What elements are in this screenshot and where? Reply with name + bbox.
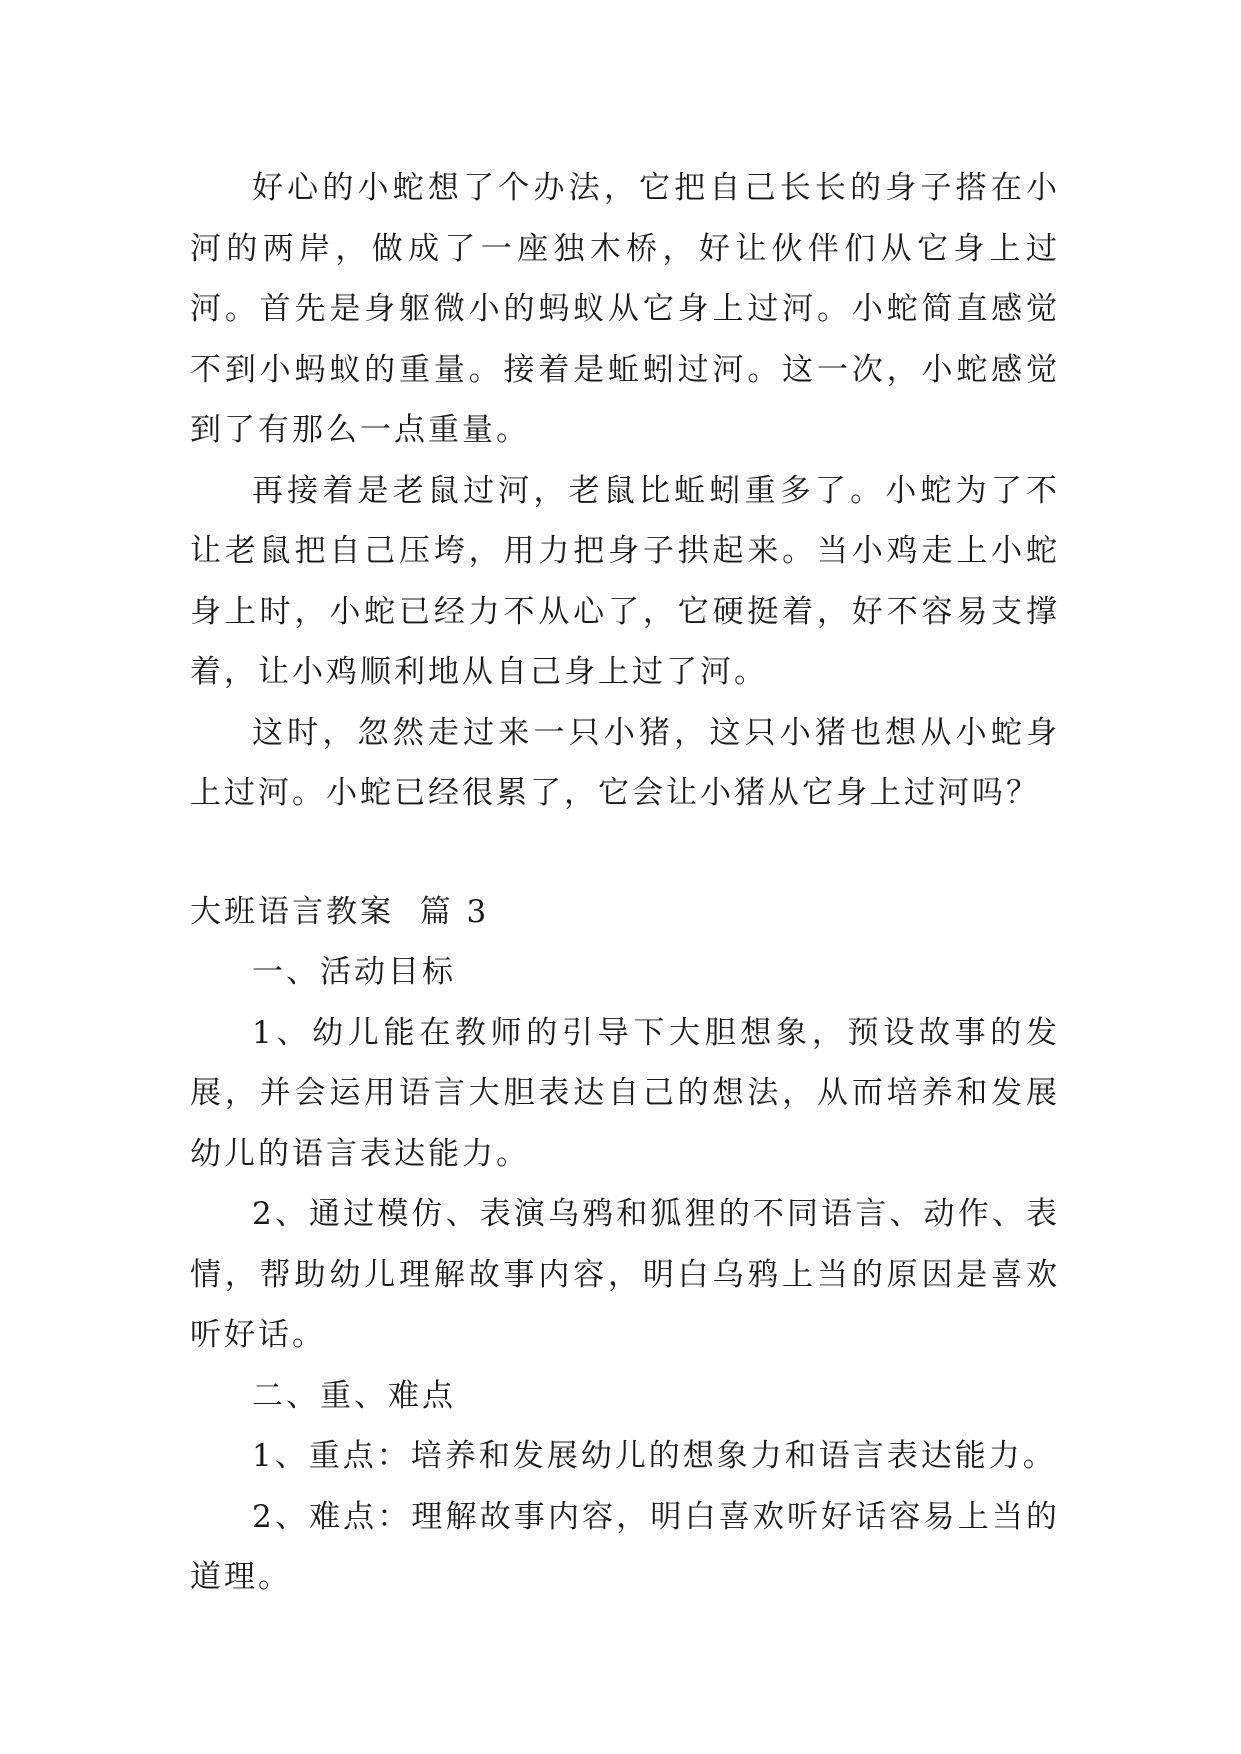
story-paragraph-1: 好心的小蛇想了个办法，它把自己长长的身子搭在小河的两岸，做成了一座独木桥，好让伙伴们从它身上过河。首先是身躯微小的蚂蚁从它身上过河。小蛇简直感觉不到小蚂蚁的重量。接着是蚯蚓过河。这一次，小蛇感觉到了有那么一点重量。 (190, 170, 1060, 448)
goal-item-1: 1、幼儿能在教师的引导下大胆想象，预设故事的发展，并会运用语言大胆表达自己的想法，从而培养和发展幼儿的语言表达能力。 (190, 1014, 1060, 1172)
goal-item-2: 2、通过模仿、表演乌鸦和狐狸的不同语言、动作、表情，帮助幼儿理解故事内容，明白乌鸦上当的原因是喜欢听好话。 (190, 1196, 1060, 1353)
document-body (190, 158, 1060, 1608)
focus-heading: 二、重、难点 (252, 1377, 456, 1414)
story-paragraph-2: 再接着是老鼠过河，老鼠比蚯蚓重多了。小蛇为了不让老鼠把自己压垮，用力把身子拱起来。当小鸡走上小蛇身上时，小蛇已经力不从心了，它硬挺着，好不容易支撑着，让小鸡顺利地从自己身上过了河。 (190, 472, 1060, 690)
focus-item-2: 2、难点：理解故事内容，明白喜欢听好话容易上当的道理。 (190, 1498, 1060, 1595)
story-paragraph-3: 这时，忽然走过来一只小猪，这只小猪也想从小蛇身上过河。小蛇已经很累了，它会让小猪从它身上过河吗？ (190, 714, 1060, 811)
goals-heading: 一、活动目标 (252, 954, 456, 990)
section-title: 大班语言教案 篇 3 (190, 893, 490, 930)
focus-item-1: 1、重点：培养和发展幼儿的想象力和语言表达能力。 (252, 1438, 1057, 1474)
